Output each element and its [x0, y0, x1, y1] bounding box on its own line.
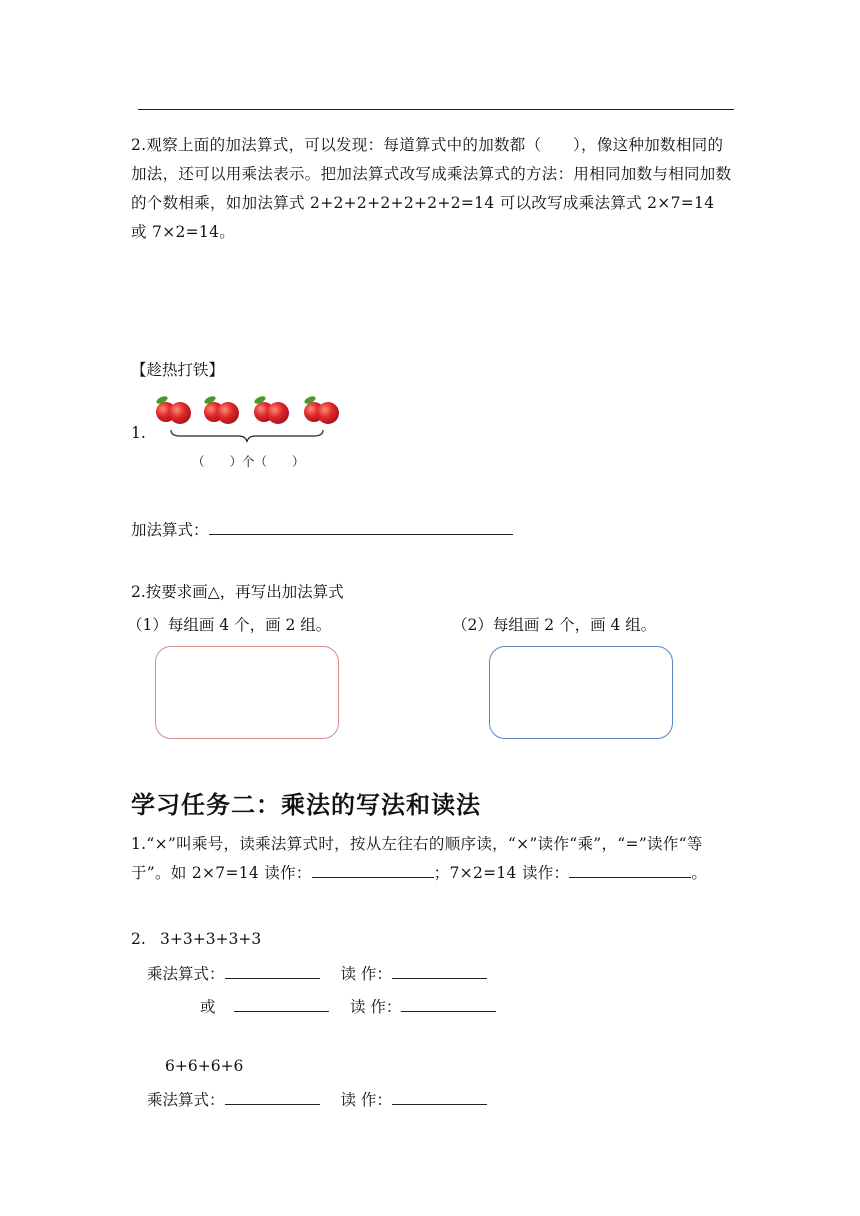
addition-label-row — [131, 518, 513, 540]
apple-cluster-icon — [155, 395, 191, 424]
question-2b-number: 2. — [131, 930, 146, 948]
read-label: 读 作： — [340, 1091, 392, 1109]
apple-cluster-icon — [303, 395, 339, 424]
header-rule — [138, 109, 734, 110]
question-2: 2.按要求画△，再写出加法算式 — [131, 583, 344, 601]
brace-caption: （ ）个（ ） — [192, 454, 305, 469]
expr1-row-1 — [147, 962, 487, 984]
read-label: 读 作： — [349, 998, 402, 1016]
or-label: 或 — [200, 998, 216, 1016]
expression-2: 6+6+6+6 — [165, 1057, 244, 1075]
mult-blank-2[interactable] — [234, 995, 329, 1012]
question-2-part-2: （2）每组画 2 个，画 4 组。 — [452, 616, 657, 634]
observation-paragraph: 2.观察上面的加法算式，可以发现：每道算式中的加数都（ ），像这种加数相同的加法，还可以用乘法表示。把加法算式改写成乘法算式的方法：用相同加数与相同加数的个数相乘，如加法算式 2+2+2+2+2+2+2=14 可以改写成乘法算式 2×7=14 或 7×2=14。 — [131, 136, 732, 241]
practice-title: 【趁热打铁】 — [131, 361, 225, 379]
apple-cluster-icon — [253, 395, 289, 424]
mult-label: 乘法算式： — [147, 965, 225, 983]
curly-brace — [168, 428, 328, 444]
drawing-box-2[interactable] — [489, 646, 673, 739]
read-blank-1[interactable] — [312, 861, 434, 878]
read-answer-blank-1[interactable] — [392, 962, 487, 979]
expr1-row-2 — [234, 995, 496, 1017]
reading-rule-text-2: ；7×2=14 读作： — [433, 864, 570, 882]
addition-answer-blank[interactable] — [209, 518, 513, 535]
question-2-part-1: （1）每组画 4 个，画 2 组。 — [127, 616, 332, 634]
mult-blank-3[interactable] — [225, 1088, 320, 1105]
mult-blank-1[interactable] — [225, 962, 320, 979]
read-label: 读 作： — [340, 965, 392, 983]
read-answer-blank-3[interactable] — [392, 1088, 487, 1105]
apple-row — [150, 392, 345, 432]
reading-rule-text: 1.“×”叫乘号，读乘法算式时，按从左往右的顺序读，“×”读作“乘”，“=”读作“等于”。如 2×7=14 读作： — [131, 835, 703, 882]
read-answer-blank-2[interactable] — [401, 995, 496, 1012]
expression-1: 3+3+3+3+3 — [160, 930, 262, 948]
expr2-row-1 — [147, 1088, 487, 1110]
period: 。 — [691, 864, 708, 882]
question-1-number: 1. — [131, 424, 146, 442]
section-heading: 学习任务二：乘法的写法和读法 — [131, 790, 481, 819]
addition-label: 加法算式： — [131, 521, 209, 539]
read-blank-2[interactable] — [569, 861, 691, 878]
drawing-box-1[interactable] — [155, 646, 339, 739]
apple-cluster-icon — [203, 395, 239, 424]
mult-label: 乘法算式： — [147, 1091, 225, 1109]
multiplication-reading-paragraph — [131, 830, 735, 888]
